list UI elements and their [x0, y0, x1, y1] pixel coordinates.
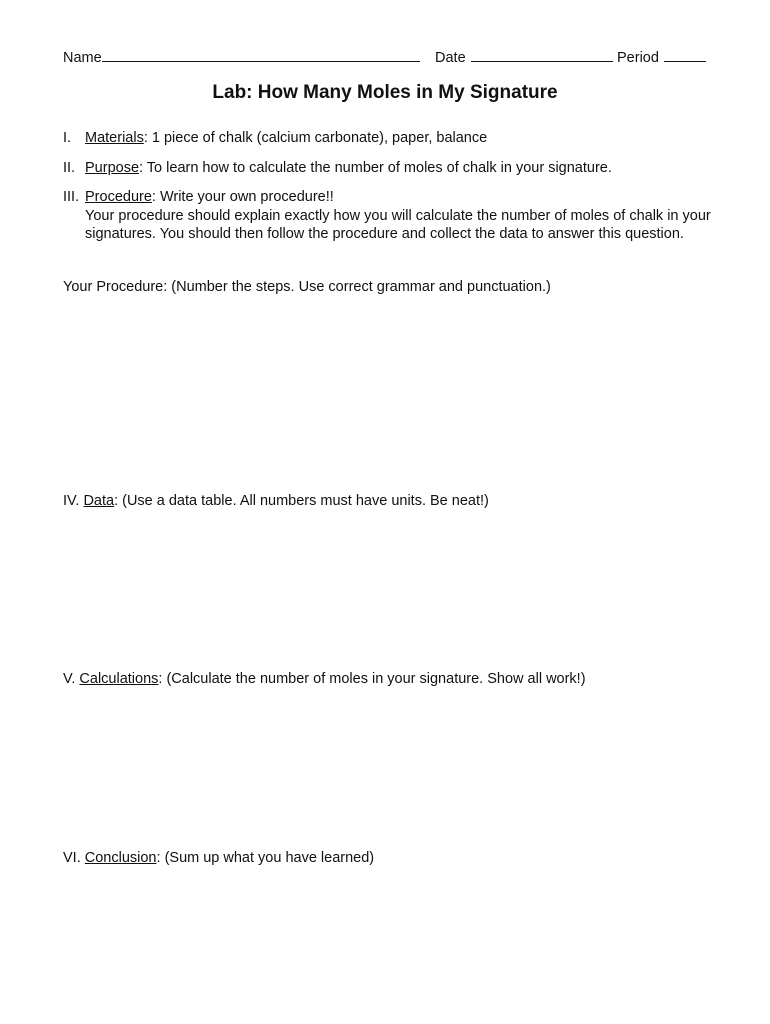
numeral: II.	[63, 160, 76, 176]
section-procedure	[63, 189, 334, 205]
section-purpose	[63, 160, 612, 176]
section-conclusion	[63, 850, 374, 866]
section-heading: Purpose	[85, 160, 140, 176]
section-text: : 1 piece of chalk (calcium carbonate), paper, balance	[143, 130, 488, 146]
section-heading: Materials	[85, 130, 144, 146]
period-group	[617, 46, 706, 66]
section-text: : (Calculate the number of moles in your signature. Show all work!)	[158, 671, 586, 687]
section-heading: Conclusion	[84, 850, 157, 866]
numeral: I.	[63, 130, 72, 146]
date-blank	[471, 46, 613, 62]
section-heading: Calculations	[79, 671, 159, 687]
name-blank	[102, 46, 420, 62]
section-heading: Data	[83, 493, 115, 509]
page-title: Lab: How Many Moles in My Signature	[212, 82, 558, 103]
section-materials	[63, 130, 487, 146]
period-blank	[664, 46, 706, 62]
section-text: : Write your own procedure!!	[151, 189, 334, 205]
numeral: III.	[63, 189, 80, 205]
section-heading: Procedure	[85, 189, 152, 205]
period-label: Period	[617, 50, 659, 66]
section-data	[63, 493, 489, 509]
date-label: Date	[435, 50, 466, 66]
header-row	[63, 46, 420, 66]
numeral: IV.	[63, 493, 80, 509]
procedure-instructions: Your procedure should explain exactly how you will calculate the number of moles of chalk in your signatures. You should then follow the procedure and collect the data to answer this question.	[85, 208, 711, 242]
numeral: VI.	[63, 850, 81, 866]
section-text: : (Sum up what you have learned)	[156, 850, 375, 866]
numeral: V.	[63, 671, 76, 687]
name-label: Name	[63, 50, 102, 66]
section-text: : (Use a data table. All numbers must have units. Be neat!)	[114, 493, 489, 509]
section-text: : To learn how to calculate the number of moles of chalk in your signature.	[139, 160, 612, 176]
section-calculations	[63, 671, 586, 687]
your-procedure-prompt: Your Procedure: (Number the steps. Use correct grammar and punctuation.)	[63, 279, 551, 295]
date-group	[435, 46, 613, 66]
